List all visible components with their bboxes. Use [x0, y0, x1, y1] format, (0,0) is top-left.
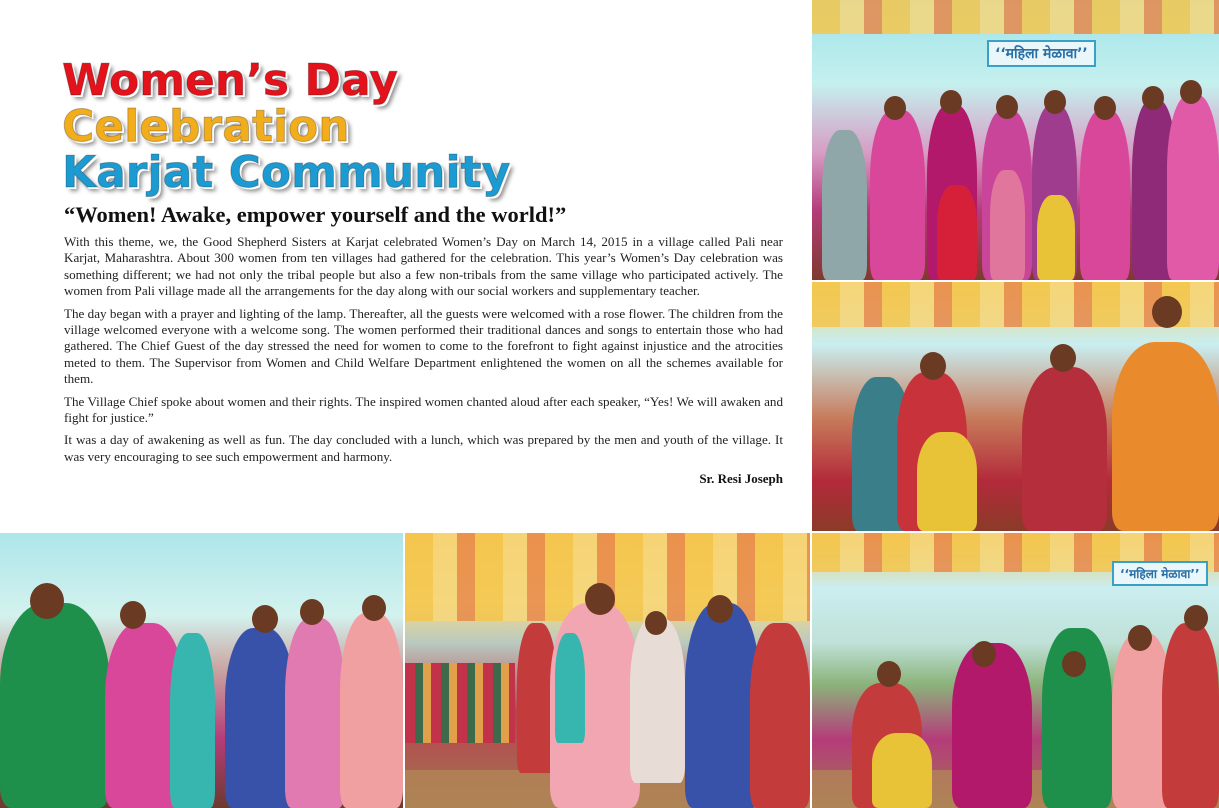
- tent-canopy: [812, 0, 1219, 34]
- person: [1037, 195, 1075, 280]
- person: [937, 185, 977, 280]
- head: [645, 611, 667, 635]
- person: [630, 618, 685, 783]
- head: [1050, 344, 1076, 372]
- title-line-karjat-community: Karjat Community: [62, 147, 511, 198]
- head: [707, 595, 733, 623]
- person: [870, 110, 925, 280]
- head: [1128, 625, 1152, 651]
- person: [555, 633, 585, 743]
- person: [750, 623, 810, 808]
- head: [940, 90, 962, 114]
- head: [1152, 296, 1182, 328]
- head: [877, 661, 901, 687]
- head: [120, 601, 146, 629]
- paragraph-1: With this theme, we, the Good Shepherd Sisters at Karjat celebrated Women’s Day on March 14, 2015 in a village called Pali near Karjat, Maharashtra. About 300 women from ten villages had gathered for the celebration. This year’s Women’s Day celebration was something different; we had not only the tribal people but also a few non-tribals from the same village who participated actively. The women from Pali village made all the arrangements for the day along with our social workers and supplementary teacher.: [64, 234, 783, 299]
- person: [1022, 367, 1107, 531]
- person: [170, 633, 215, 808]
- head: [1094, 96, 1116, 120]
- person: [1080, 110, 1130, 280]
- person: [1162, 623, 1219, 808]
- photo-performance-tent: [405, 533, 810, 808]
- person: [285, 618, 345, 808]
- head: [972, 641, 996, 667]
- person: [1112, 342, 1219, 531]
- seated-crowd: [405, 663, 515, 743]
- head: [1184, 605, 1208, 631]
- paragraph-3: The Village Chief spoke about women and their rights. The inspired women chanted aloud after each speaker, “Yes! We will awaken and fight for justice.”: [64, 393, 783, 426]
- head: [252, 605, 278, 633]
- person: [1167, 95, 1219, 280]
- head: [1142, 86, 1164, 110]
- theme-quote: “Women! Awake, empower yourself and the world!”: [64, 202, 567, 227]
- photo-group-women-children: [812, 0, 1219, 280]
- person: [685, 603, 760, 808]
- author-signature: Sr. Resi Joseph: [699, 471, 783, 487]
- head: [1180, 80, 1202, 104]
- mahila-melava-banner: ‘‘महिला मेळावा’’: [987, 40, 1096, 67]
- person: [917, 432, 977, 531]
- title-line-womens-day: Women’s Day: [62, 55, 398, 106]
- head: [362, 595, 386, 621]
- paragraph-4: It was a day of awakening as well as fun. The day concluded with a lunch, which was prepared by the men and youth of the village. It was very encouraging to see such empowerment and harmony.: [64, 432, 783, 464]
- title-block: [62, 55, 511, 198]
- photo-dancers-banner: [812, 533, 1219, 808]
- head: [300, 599, 324, 625]
- person: [990, 170, 1025, 280]
- head: [1044, 90, 1066, 114]
- head: [884, 96, 906, 120]
- photo-women-dancing: [812, 282, 1219, 531]
- person: [872, 733, 932, 808]
- head: [996, 95, 1018, 119]
- title-line-celebration: Celebration: [62, 101, 350, 152]
- person: [952, 643, 1032, 808]
- mahila-melava-banner: ‘‘महिला मेळावा’’: [1112, 561, 1208, 586]
- person: [822, 130, 867, 280]
- head: [1062, 651, 1086, 677]
- photo-women-greeting: [0, 533, 403, 808]
- paragraph-2: The day began with a prayer and lighting of the lamp. Thereafter, all the guests were welcomed with a rose flower. The children from the village welcomed everyone with a welcome song. The women performed their traditional dances and songs to entertain those who had gathered. The Chief Guest of the day stressed the need for women to come to the forefront to fight against injustice and the atrocities meted to them. The Supervisor from Women and Child Welfare Department enlightened the women on all the schemes available for them.: [64, 305, 783, 387]
- head: [920, 352, 946, 380]
- person: [340, 613, 403, 808]
- head: [30, 583, 64, 619]
- head: [585, 583, 615, 615]
- article: [64, 200, 783, 487]
- person: [0, 603, 110, 808]
